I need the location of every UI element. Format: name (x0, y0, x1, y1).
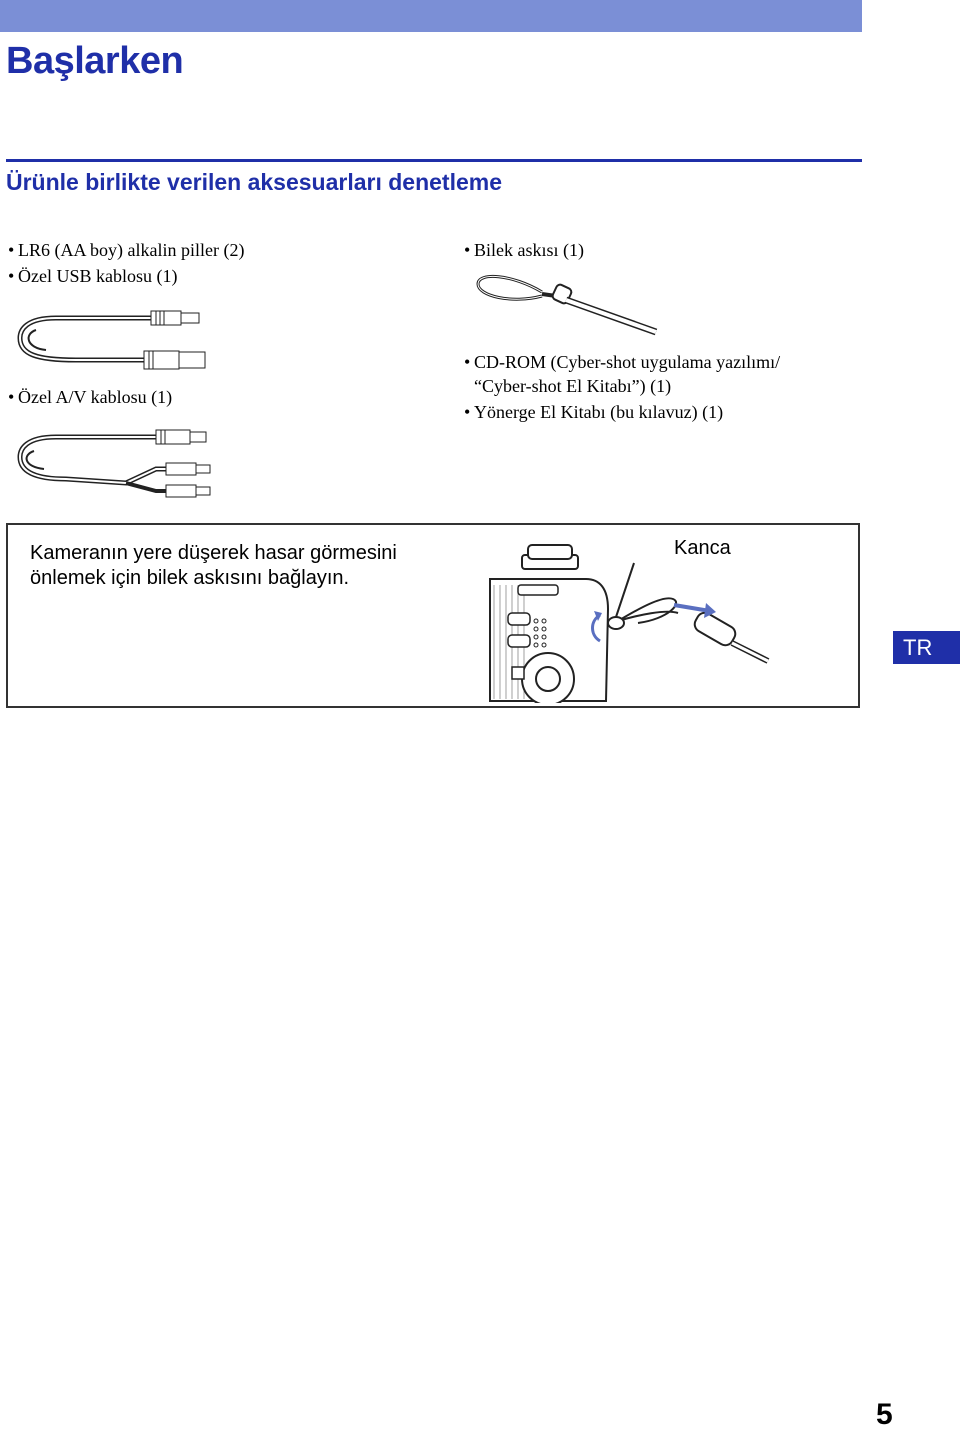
list-item-av-cable (8, 385, 172, 409)
list-item-wrist-strap (464, 238, 584, 262)
usb-cable-label: Özel USB kablosu (1) (18, 266, 178, 286)
top-color-bar (0, 0, 862, 32)
bullet: • (464, 402, 471, 422)
note-text: Kameranın yere düşerek hasar görmesini önlemek için bilek askısını bağlayın. (30, 542, 397, 589)
wrist-strap-label: Bilek askısı (1) (474, 240, 584, 260)
section-rule (6, 159, 862, 162)
page-number: 5 (876, 1398, 893, 1431)
list-item-cdrom-continued (474, 374, 671, 398)
bullet: • (8, 266, 15, 286)
page-title: Başlarken (6, 40, 184, 82)
camera-strap-illustration (488, 539, 778, 703)
hook-label: Kanca (674, 537, 731, 559)
av-cable-illustration (16, 425, 216, 501)
wrist-strap-note-box (6, 523, 860, 708)
bullet: • (464, 352, 471, 372)
section-title: Ürünle birlikte verilen aksesuarları denetleme (6, 169, 503, 195)
list-item-cdrom (464, 350, 780, 374)
cdrom-label-line1: CD-ROM (Cyber-shot uygulama yazılımı/ (474, 352, 781, 372)
bullet: • (8, 240, 15, 260)
wrist-strap-illustration (472, 270, 662, 340)
list-item-usb-cable (8, 264, 177, 288)
batteries-label: LR6 (AA boy) alkalin piller (2) (18, 240, 245, 260)
av-cable-label: Özel A/V kablosu (1) (18, 387, 173, 407)
bullet: • (8, 387, 15, 407)
list-item-batteries (8, 238, 244, 262)
list-item-instructions (464, 400, 723, 424)
usb-cable-illustration (16, 308, 216, 380)
cdrom-label-line2: “Cyber-shot El Kitabı”) (1) (474, 376, 672, 396)
bullet: • (464, 240, 471, 260)
instructions-label: Yönerge El Kitabı (bu kılavuz) (1) (474, 402, 724, 422)
language-tab: TR (893, 631, 960, 664)
